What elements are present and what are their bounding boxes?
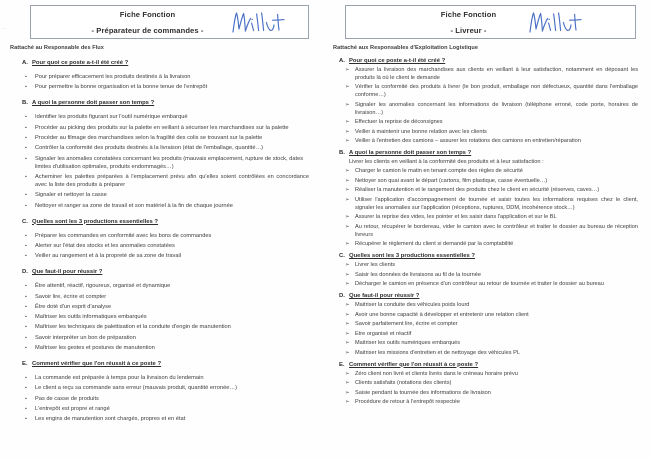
section-title: A quoi la personne doit passer son temps ? (349, 150, 472, 157)
header-box (30, 5, 309, 39)
section-a (339, 58, 638, 145)
bullet-square-icon: ▪ (25, 134, 27, 141)
section-title: Que faut-il pour réussir ? (32, 269, 103, 276)
list-item-text: Récupérer le règlement du client si demandé par la comptabilité (355, 240, 514, 247)
list-item-text: Maîtriser les outils informatiques embarqués (35, 314, 147, 321)
section-letter: B. (22, 100, 28, 107)
bullet-arrow-icon: ➢ (345, 196, 350, 203)
header-box (345, 5, 636, 39)
bullet-arrow-icon: ➢ (345, 101, 350, 108)
fiche-fonction-title: Fiche Fonction (440, 10, 497, 19)
list-item (22, 124, 309, 132)
list-item-text: Identifier les produits figurant sur l'outil numérique embarqué (35, 114, 188, 121)
header-titles (346, 9, 635, 38)
bullet-square-icon: ▪ (25, 84, 27, 91)
bullet-arrow-icon: ➢ (345, 340, 350, 347)
list-item-text: Savoir parfaitement lire, écrire et compter (355, 321, 458, 328)
section-d (339, 293, 638, 357)
list-item (22, 282, 309, 290)
section-heading (339, 58, 638, 64)
list-item (22, 405, 309, 413)
list-item-text: Signaler les anomalies constatées concernant les produits (mauvais emplacement, rupture de stock, dates limites d'utilisation optimales, produits endommagés…) (35, 155, 304, 170)
list-item (22, 202, 309, 210)
section-letter: E. (339, 361, 345, 368)
list-item-text: Assurer la livraison des marchandises aux clients en veillant à leur satisfaction, notamment en déposant les produits là où le client le demande (355, 67, 638, 81)
list-item (22, 232, 309, 240)
sections-container (8, 60, 319, 423)
list-item-text: Alerter sur l'état des stocks et les anomalies constatées (35, 242, 175, 249)
bullet-square-icon: ▪ (25, 324, 27, 331)
list-item-text: Saisie pendant la tournée des informations de livraison (355, 389, 491, 396)
list-item-text: Le client a reçu sa commande sans erreur (mauvais produit, quantité erronée…) (35, 385, 238, 392)
list-item (22, 293, 309, 301)
bullet-arrow-icon: ➢ (345, 187, 350, 194)
bullet-arrow-icon: ➢ (345, 330, 350, 337)
list-item (339, 379, 638, 387)
list-item (339, 330, 638, 338)
list-item (339, 301, 638, 309)
list-item-text: Être doté d'un esprit d'analyse (35, 303, 112, 310)
list-item-text: Maîtriser les techniques de palettisation et la conduite d'engin de manutention (35, 324, 231, 331)
list-item-text: L'entrepôt est propre et rangé (35, 405, 110, 412)
section-e (22, 361, 309, 423)
bullet-square-icon: ▪ (25, 385, 27, 392)
list-item-text: Avoir une bonne capacité à développer et entretenir une relation client (355, 311, 529, 318)
list-item (22, 323, 309, 331)
section-title: Comment vérifier que l'on réussit à ce poste ? (349, 361, 479, 368)
bullet-arrow-icon: ➢ (345, 349, 350, 356)
list-item-text: Maitriser les missions d'entretien et de nettoyage des véhicules PL (355, 349, 520, 356)
section-heading (22, 219, 309, 225)
list-item (339, 118, 638, 126)
bullet-arrow-icon: ➢ (345, 84, 350, 91)
list-item (22, 384, 309, 392)
list-item-text: Au retour, récupérer le bordereau, vider le camion avec le contrôleur et traiter le dossier au bureau de réception livreurs (355, 223, 638, 238)
bullet-arrow-icon: ➢ (345, 389, 350, 396)
list-item (339, 186, 638, 194)
bullet-arrow-icon: ➢ (345, 168, 350, 175)
bullet-square-icon: ▪ (25, 405, 27, 412)
list-item (22, 415, 309, 423)
fiche-fonction-role: - Livreur - (450, 26, 487, 35)
bullet-arrow-icon: ➢ (345, 67, 350, 73)
section-item-list (22, 73, 309, 91)
section-heading (339, 253, 638, 259)
list-item (339, 271, 638, 279)
bullet-square-icon: ▪ (25, 232, 27, 239)
list-item (339, 261, 638, 269)
section-intro-text: Livrer les clients en veillant à la conformité des produits et à leur satisfaction : (349, 159, 544, 166)
bullet-square-icon: ▪ (25, 283, 27, 290)
bullet-arrow-icon: ➢ (345, 177, 350, 184)
list-item (339, 223, 638, 239)
bullet-square-icon: ▪ (25, 114, 27, 121)
list-item (339, 320, 638, 328)
list-item-text: Saisir les données de livraisons au fil de la tournée (355, 271, 481, 278)
list-item (22, 374, 309, 382)
list-item-text: Clients satisfaits (notations des clients) (355, 380, 452, 387)
bullet-arrow-icon: ➢ (345, 380, 350, 387)
list-item (339, 398, 638, 406)
list-item (22, 344, 309, 352)
list-item-text: Veiller au rangement et à la propreté de sa zone de travail (35, 253, 182, 260)
bullet-square-icon: ▪ (25, 242, 27, 249)
section-letter: E. (22, 361, 28, 368)
bullet-arrow-icon: ➢ (345, 119, 350, 126)
bullet-arrow-icon: ➢ (345, 240, 350, 247)
list-item (339, 83, 638, 99)
section-title: Pour quoi ce poste a-t-il été créé ? (32, 60, 129, 66)
bullet-square-icon: ▪ (25, 192, 27, 199)
list-item-text: Nettoyer son quai avant le départ (cartons, film plastique, casse éventuelle…) (355, 177, 548, 184)
list-item (339, 66, 638, 82)
bullet-arrow-icon: ➢ (345, 370, 350, 377)
list-item-text: Zéro client non livré et clients livrés dans le créneau horaire prévu (355, 370, 518, 377)
list-item (22, 73, 309, 81)
section-item-list (22, 113, 309, 209)
list-item (22, 242, 309, 250)
list-item-text: La commande est préparée à temps pour la livraison du lendemain (35, 375, 204, 382)
list-item (22, 134, 309, 142)
section-heading (339, 150, 638, 156)
section-item-list (339, 261, 638, 288)
list-item-text: Livrer les clients (355, 262, 396, 269)
list-item-text: Nettoyer et ranger sa zone de travail et son matériel à la fin de chaque journée (35, 202, 233, 209)
bullet-square-icon: ▪ (25, 334, 27, 341)
bullet-square-icon: ▪ (25, 314, 27, 321)
list-item-text: Charger le camion le matin en tenant compte des règles de sécurité (355, 168, 523, 175)
list-item-text: Veiller à maintenir une bonne relation avec les clients (355, 128, 487, 135)
bullet-arrow-icon: ➢ (345, 302, 350, 309)
bullet-square-icon: ▪ (25, 74, 27, 80)
section-heading (22, 269, 309, 275)
bullet-arrow-icon: ➢ (345, 214, 350, 221)
section-title: Quelles sont les 3 productions essentielles ? (349, 253, 476, 260)
list-item-text: Utiliser l'application d'accompagnement de tournée et saisir toutes les informations requises chez le client, signaler les anomalies sur l'application (réceptions, ruptures, DDM, incohérence stock…) (355, 196, 638, 211)
bullet-square-icon: ▪ (25, 253, 27, 260)
list-item (22, 155, 309, 171)
bullet-arrow-icon: ➢ (345, 262, 350, 269)
header-titles (31, 9, 308, 38)
bullet-arrow-icon: ➢ (345, 223, 350, 230)
rattachement-line: Rattaché aux Responsables d'Exploitation Logistique (333, 45, 478, 51)
section-d (22, 269, 309, 352)
list-item-text: Procédure de retour à l'entrepôt respectée (355, 399, 460, 406)
section-item-list (22, 374, 309, 423)
section-heading (339, 293, 638, 299)
list-item (339, 370, 638, 378)
list-item-text: Procéder au filmage des marchandises selon la fragilité des colis se trouvant sur la palette (35, 134, 263, 141)
list-item (22, 395, 309, 403)
list-item (22, 303, 309, 311)
bullet-square-icon: ▪ (25, 416, 27, 423)
section-b (339, 150, 638, 248)
list-item (339, 389, 638, 397)
list-item-text: Être attentif, réactif, rigoureux, organisé et dynamique (35, 283, 171, 290)
section-letter: A. (339, 58, 345, 64)
list-item (339, 349, 638, 357)
section-e (339, 362, 638, 407)
section-item-list (339, 301, 638, 357)
list-item-text: Réaliser la manutention et le rangement des produits chez le client en sécurité (réserves, caves…) (355, 187, 600, 194)
section-letter: D. (339, 293, 345, 300)
bullet-arrow-icon: ➢ (345, 281, 350, 288)
list-item (339, 101, 638, 117)
list-item-text: Procéder au picking des produits sur la palette en veillant à sécuriser les marchandises sur la palette (35, 124, 289, 131)
bullet-square-icon: ▪ (25, 344, 27, 351)
page-livreur (325, 0, 650, 460)
section-item-list (339, 370, 638, 407)
section-item-list (22, 232, 309, 261)
list-item-text: Savoir interpréter un bon de préparation (35, 334, 136, 341)
section-b (22, 100, 309, 209)
list-item-text: Signaler les anomalies concernant les informations de livraison (téléphone erroné, code porte, horaires de livraison…) (355, 101, 638, 116)
section-heading (22, 361, 309, 367)
section-heading (339, 362, 638, 368)
section-a (22, 60, 309, 91)
bullet-square-icon: ▪ (25, 375, 27, 382)
bullet-square-icon: ▪ (25, 145, 27, 152)
section-letter: C. (22, 218, 28, 225)
section-title: Pour quoi ce poste a-t-il été créé ? (349, 58, 446, 64)
list-item (339, 240, 638, 248)
list-item (22, 334, 309, 342)
list-item (22, 144, 309, 152)
list-item-text: Décharger le camion en présence d'un contrôleur au retour de tournée et traiter le dossier au bureau (355, 281, 604, 288)
section-c (22, 219, 309, 261)
list-item (22, 313, 309, 321)
list-item-text: Signaler et nettoyer la casse (35, 192, 107, 199)
list-item (339, 311, 638, 319)
list-item (339, 213, 638, 221)
list-item (22, 113, 309, 121)
list-item (339, 128, 638, 136)
list-item-text: Veiller à l'entretien des camions – assurer les rotations des camions en entretien/réparation (355, 138, 581, 145)
list-item (339, 167, 638, 175)
section-heading (22, 100, 309, 106)
bullet-square-icon: ▪ (25, 395, 27, 402)
bullet-arrow-icon: ➢ (345, 128, 350, 135)
section-item-list (339, 167, 638, 248)
bullet-arrow-icon: ➢ (345, 271, 350, 278)
section-title: Quelles sont les 3 productions essentielles ? (32, 218, 159, 225)
section-letter: D. (22, 269, 28, 276)
section-c (339, 253, 638, 288)
list-item-text: Pour permettre la bonne organisation et la bonne tenue de l'entrepôt (35, 84, 208, 91)
list-item (22, 83, 309, 91)
section-title: Comment vérifier que l'on réussit à ce poste ? (32, 361, 162, 368)
list-item-text: Contrôler la conformité des produits destinés à la livraison (état de l'emballage, quantité…) (35, 145, 264, 152)
list-item-text: Etre organisé et réactif (355, 330, 412, 337)
list-item-text: Pas de casse de produits (35, 395, 99, 402)
list-item-text: Maitriser les outils numériques embarqués (355, 340, 461, 347)
section-letter: C. (339, 253, 345, 260)
list-item-text: Effectuer la reprise de déconsignes (355, 119, 443, 126)
fiche-fonction-title: Fiche Fonction (119, 10, 176, 19)
list-item (339, 280, 638, 288)
bullet-arrow-icon: ➢ (345, 311, 350, 318)
section-title: Que faut-il pour réussir ? (349, 293, 420, 300)
list-item-text: Pour préparer efficacement les produits destinés à la livraison (35, 74, 191, 80)
bullet-square-icon: ▪ (25, 293, 27, 300)
section-heading (22, 60, 309, 66)
section-item-list (339, 66, 638, 145)
list-item-text: Préparer les commandes en conformité avec les bons de commandes (35, 232, 212, 239)
list-item-text: Les engins de manutention sont chargés, propres et en état (35, 416, 186, 423)
bullet-square-icon: ▪ (25, 173, 27, 180)
list-item (339, 177, 638, 185)
sections-container (333, 58, 644, 406)
list-item-text: Assurer la reprise des vides, les pointer et les saisir dans l'application et sur le BL (355, 214, 557, 221)
list-item-text: Maîtriser les gestes et postures de manutention (35, 344, 155, 351)
list-item-text: Vérifier la conformité des produits à livrer (le bon produit, emballage non défectueux, quantité dans l'emballage conforme…) (355, 84, 638, 99)
section-letter: B. (339, 150, 345, 157)
list-item (339, 339, 638, 347)
list-item (22, 191, 309, 199)
list-item (22, 173, 309, 189)
bullet-arrow-icon: ➢ (345, 138, 350, 145)
fiche-fonction-role: - Préparateur de commandes - (91, 26, 204, 35)
list-item-text: Savoir lire, écrire et compter (35, 293, 107, 300)
section-letter: A. (22, 60, 28, 66)
list-item-text: Acheminer les palettes préparées à l'emplacement prévu afin qu'elles soient contrôlées en concordance avec la liste des produits à préparer (35, 173, 309, 188)
list-item (22, 252, 309, 260)
list-item-text: Maitriser la conduite des véhicules poids lourd (355, 302, 470, 309)
bullet-square-icon: ▪ (25, 124, 27, 131)
section-title: A quoi la personne doit passer son temps ? (32, 100, 155, 107)
list-item (339, 196, 638, 212)
rattachement-line: Rattaché au Responsable des Flux (10, 45, 104, 51)
section-item-list (22, 282, 309, 352)
bullet-square-icon: ▪ (25, 155, 27, 162)
bullet-arrow-icon: ➢ (345, 321, 350, 328)
bullet-square-icon: ▪ (25, 303, 27, 310)
bullet-arrow-icon: ➢ (345, 399, 350, 406)
bullet-square-icon: ▪ (25, 202, 27, 209)
list-item (339, 137, 638, 145)
